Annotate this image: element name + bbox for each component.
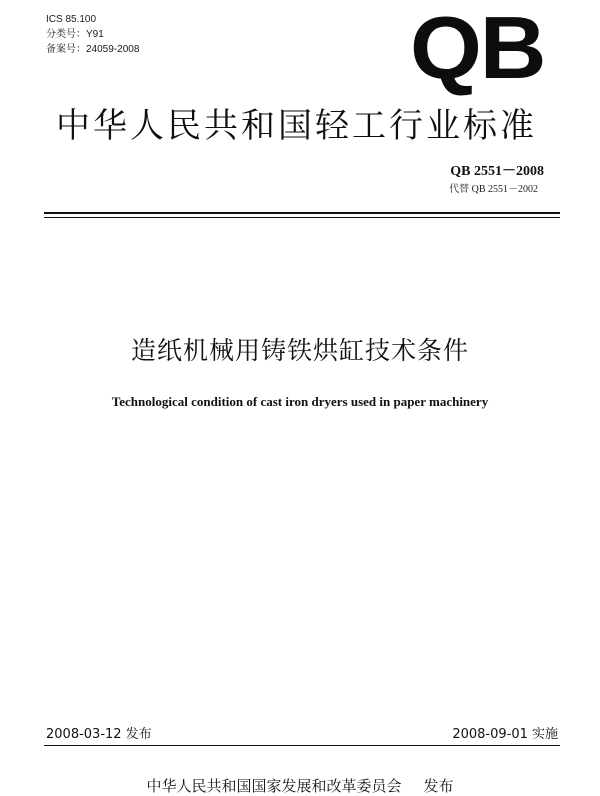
standard-title-chinese: 造纸机械用铸铁烘缸技术条件 (130, 336, 469, 365)
filing-number: 备案号：24059-2008 (46, 44, 140, 55)
standard-number: QB 2551－2008 (450, 164, 544, 179)
issuer-action: 发布 (423, 777, 454, 795)
issuer-name: 中华人民共和国国家发展和改革委员会 (146, 777, 402, 795)
implementation-date: 2008-09-01 实施 (452, 727, 558, 742)
issuing-authority (0, 776, 600, 796)
ics-code: ICS 85.100 (46, 14, 97, 25)
organization-title: 中华人民共和国轻工行业标准 (56, 106, 537, 146)
document-metadata (46, 12, 139, 57)
issue-date: 2008-03-12 发布 (46, 727, 152, 742)
category-code: 分类号：Y91 (46, 29, 104, 40)
header-divider-thick (44, 212, 560, 214)
standard-title-english: Technological condition of cast iron dryers used in paper machinery (111, 394, 489, 409)
header-divider-thin (44, 217, 560, 218)
qb-logo: QB (410, 0, 545, 97)
footer-divider (44, 745, 560, 746)
replaced-standard: 代替 QB 2551－2002 (449, 184, 538, 195)
